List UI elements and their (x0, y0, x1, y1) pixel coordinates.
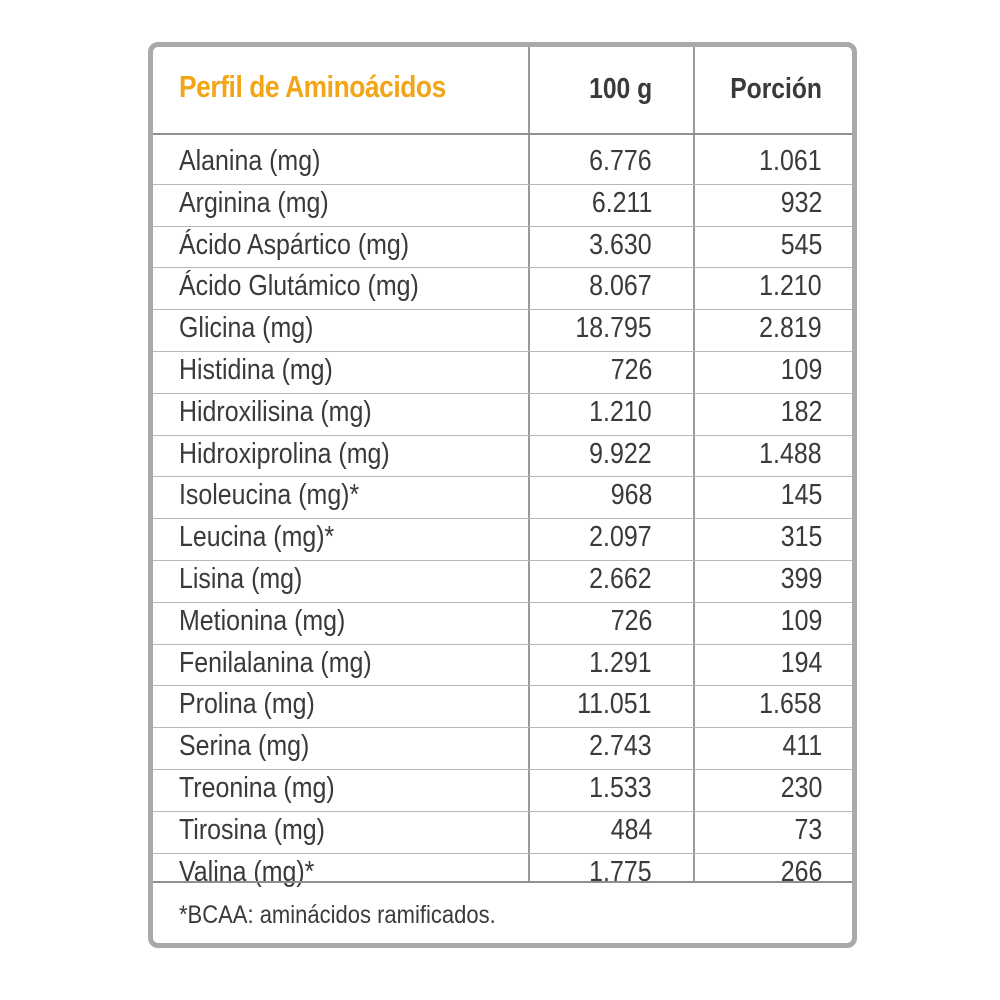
value-per-portion: 145 (780, 479, 822, 512)
value-per-100g: 6.211 (591, 186, 652, 219)
amino-acid-name: Arginina (mg) (179, 186, 329, 219)
table-footer (153, 881, 852, 945)
amino-acid-name: Serina (mg) (179, 730, 310, 763)
table-row (153, 352, 852, 394)
amino-acid-name: Tirosina (mg) (179, 813, 325, 846)
value-per-100g: 2.097 (589, 521, 652, 554)
table-row (153, 770, 852, 812)
amino-acid-name: Alanina (mg) (179, 145, 321, 177)
value-per-100g: 1.210 (589, 395, 652, 428)
amino-acid-name: Ácido Aspártico (mg) (179, 228, 410, 261)
value-per-100g: 11.051 (577, 688, 652, 721)
amino-acid-name: Lisina (mg) (179, 562, 303, 595)
value-per-portion: 411 (782, 730, 822, 763)
header-portion: Porción (730, 73, 822, 105)
table-title: Perfil de Aminoácidos (179, 69, 446, 104)
amino-acid-profile-table (148, 42, 857, 948)
value-per-portion: 109 (780, 353, 822, 386)
table-body (153, 143, 852, 894)
value-per-portion: 1.210 (759, 270, 822, 303)
table-row (153, 728, 852, 770)
amino-acid-name: Isoleucina (mg)* (179, 479, 360, 512)
table-row (153, 268, 852, 310)
amino-acid-name: Treonina (mg) (179, 771, 335, 804)
value-per-100g: 2.662 (589, 562, 652, 595)
value-per-portion: 109 (780, 604, 822, 637)
table-row (153, 686, 852, 728)
table-row (153, 519, 852, 561)
value-per-100g: 3.630 (589, 228, 652, 261)
header-100g: 100 g (588, 73, 652, 105)
footnote: *BCAA: aminácidos ramificados. (179, 901, 496, 929)
amino-acid-name: Histidina (mg) (179, 353, 333, 386)
value-per-portion: 315 (780, 521, 822, 554)
table-row (153, 143, 852, 185)
table-row (153, 645, 852, 687)
amino-acid-name: Metionina (mg) (179, 604, 346, 637)
value-per-portion: 230 (780, 771, 822, 804)
value-per-portion: 1.658 (759, 688, 822, 721)
value-per-100g: 1.775 (589, 855, 652, 888)
value-per-100g: 1.291 (589, 646, 652, 679)
amino-acid-name: Hidroxiprolina (mg) (179, 437, 390, 470)
table-row (153, 561, 852, 603)
value-per-portion: 545 (780, 228, 822, 261)
value-per-100g: 968 (610, 479, 652, 512)
amino-acid-name: Leucina (mg)* (179, 521, 335, 554)
value-per-portion: 194 (780, 646, 822, 679)
value-per-100g: 1.533 (589, 771, 652, 804)
value-per-100g: 484 (610, 813, 652, 846)
value-per-100g: 6.776 (589, 145, 652, 177)
value-per-portion: 932 (780, 186, 822, 219)
table-row (153, 436, 852, 478)
amino-acid-name: Prolina (mg) (179, 688, 315, 721)
value-per-portion: 2.819 (759, 312, 822, 345)
value-per-100g: 726 (610, 353, 652, 386)
amino-acid-name: Hidroxilisina (mg) (179, 395, 372, 428)
table-row (153, 477, 852, 519)
table-header (153, 47, 852, 135)
table-row (153, 185, 852, 227)
amino-acid-name: Glicina (mg) (179, 312, 314, 345)
amino-acid-name: Fenilalanina (mg) (179, 646, 372, 679)
table-row (153, 603, 852, 645)
table-row (153, 812, 852, 854)
value-per-portion: 1.061 (759, 145, 822, 177)
value-per-portion: 182 (780, 395, 822, 428)
amino-acid-name: Valina (mg)* (179, 855, 315, 888)
value-per-portion: 73 (794, 813, 822, 846)
value-per-100g: 726 (610, 604, 652, 637)
value-per-portion: 399 (780, 562, 822, 595)
value-per-portion: 266 (780, 855, 822, 888)
value-per-100g: 8.067 (589, 270, 652, 303)
amino-acid-name: Ácido Glutámico (mg) (179, 270, 419, 303)
table-row (153, 394, 852, 436)
table-row (153, 227, 852, 269)
table-row (153, 310, 852, 352)
value-per-100g: 18.795 (575, 312, 652, 345)
value-per-100g: 9.922 (589, 437, 652, 470)
value-per-100g: 2.743 (589, 730, 652, 763)
value-per-portion: 1.488 (759, 437, 822, 470)
